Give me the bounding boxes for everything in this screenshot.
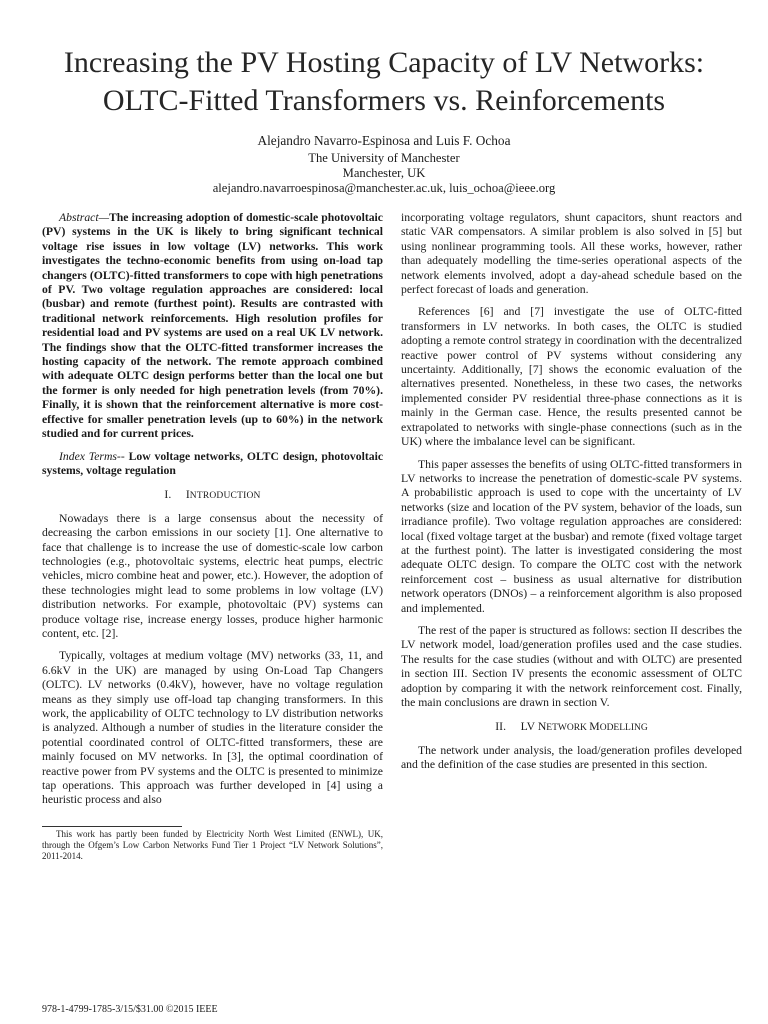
paper-title xyxy=(30,44,738,120)
body-paragraph: This paper assesses the benefits of using OLTC-fitted transformers in LV networks to increase the penetration of domestic-scale PV systems. A probabilistic approach is used to cope with the uncertainty of LV networks (size and location of the PV system, behavior of the loads, sun irradiance profile). Two voltage regulation approaches are considered: local (fixed voltage target at the busbar) and remote (fixed voltage target at the furthest point). The latter is investigated considering the most adequate OLTC design. To compare the OLTC cost with the network reinforcement cost – business as usual alternative for distribution network operators (DNOs) – a reinforcement algorithm is also proposed and implemented. xyxy=(401,457,742,615)
body-paragraph: The rest of the paper is structured as follows: section II describes the LV network model, load/generation profiles used and the case studies. The results for the case studies (without and with OLTC) are presented in section III. Section IV presents the economic assessment of OLTC adoption by comparing it with the network reinforcement cost. Finally, the main conclusions are drawn in section V. xyxy=(401,623,742,709)
section-title-initial-n: N xyxy=(537,720,547,734)
author-block xyxy=(0,133,768,196)
section-title-rest-n: ETWORK xyxy=(546,723,590,734)
location: Manchester, UK xyxy=(342,166,426,180)
section-number: I. xyxy=(164,488,172,502)
section-title-initial-m: M xyxy=(589,720,600,734)
left-column xyxy=(42,211,383,816)
section-heading-lv-network-modelling xyxy=(401,720,742,735)
title-line-1: Increasing the PV Hosting Capacity of LV Networks: xyxy=(63,46,705,79)
author-names: Alejandro Navarro-Espinosa and Luis F. Ochoa xyxy=(257,133,511,148)
right-column xyxy=(401,211,742,781)
footnote-text: This work has partly been funded by Electricity North West Limited (ENWL), UK, through the Ofgem’s Low Carbon Networks Fund Tier 1 Project “LV Network Solutions”, 2011-2014. xyxy=(42,829,383,861)
abstract-text: The increasing adoption of domestic-scale photovoltaic (PV) systems in the UK is likely to bring significant technical voltage rise issues in low voltage (LV) networks. This work investigates the techno-economic benefits from using on-load tap changers (OLTC)-fitted transformers to cope with high penetrations of PV. Two voltage regulation approaches are considered: local (busbar) and remote (furthest point). Results are contrasted with traditional network reinforcements. High resolution profiles for residential load and PV systems are used on a real UK LV network. The findings show that the OLTC-fitted transformer increases the hosting capacity of the network. The remote approach combined with adequate OLTC design performs better than the local one but the former is only needed for high penetration levels (from 70%). Finally, it is shown that the reinforcement alternative is more cost-effective for smaller penetration levels (up to 60%) in the network studied and for current prices. xyxy=(42,211,383,441)
index-terms xyxy=(42,450,383,479)
body-paragraph: The network under analysis, the load/generation profiles developed and the definition of the case studies are presented in this section. xyxy=(401,743,742,772)
author-emails[interactable]: alejandro.navarroespinosa@manchester.ac.uk, luis_ochoa@ieee.org xyxy=(212,181,556,195)
footnote xyxy=(42,829,383,862)
section-number: II. xyxy=(495,720,506,734)
affiliation: The University of Manchester xyxy=(308,151,460,165)
body-paragraph: References [6] and [7] investigate the use of OLTC-fitted transformers in LV networks. In both cases, the OLTC is studied adopting a remote control strategy in coordination with the decentralized reactive power control of PV systems without considering any uncertainty. Additionally, [7] shows the economic evaluation of the alternatives presented. Nonetheless, in these two cases, the networks implemented consider PV residential three-phase connections as it is mainly in the German case. Hence, the results presented cannot be extrapolated to networks with single-phase connections (such as in the UK) where the imbalance level can be significant. xyxy=(401,305,742,449)
footnote-divider xyxy=(42,826,182,827)
body-paragraph: Nowadays there is a large consensus about the necessity of decreasing the carbon emissions in our society [1]. One alternative to face that challenge is to increase the use of domestic-scale low carbon technologies (e.g., photovoltaic systems, electric heat pumps, electric vehicles, micro combine heat and power, etc.). However, the adoption of these technologies might lead to some problems in low voltage (LV) distribution networks. For example, photovoltaic (PV) systems can produce voltage rise, increase energy losses, produce higher harmonic content, etc. [2]. xyxy=(42,511,383,640)
abstract xyxy=(42,211,383,442)
section-heading-introduction xyxy=(42,488,383,503)
title-line-2: OLTC-Fitted Transformers vs. Reinforcements xyxy=(102,84,666,117)
index-terms-text: Low voltage networks, OLTC design, photovoltaic systems, voltage regulation xyxy=(42,449,384,477)
copyright-line: 978-1-4799-1785-3/15/$31.00 ©2015 IEEE xyxy=(42,1004,218,1015)
abstract-label: Abstract— xyxy=(59,211,109,224)
section-title-initial: I xyxy=(185,488,190,502)
section-title-lv: LV xyxy=(520,720,538,734)
body-paragraph: incorporating voltage regulators, shunt capacitors, shunt reactors and static VAR compensators. A similar problem is also solved in [5] but using nonlinear programming tools. All these works, however, rather than adequately modelling the time-series operational aspects of the network elements involved, adopt a day-ahead schedule based on the perfect forecast of loads and generation. xyxy=(401,211,742,297)
index-terms-label: Index Terms-- xyxy=(59,449,125,463)
section-title-rest: NTRODUCTION xyxy=(189,491,261,502)
body-paragraph: Typically, voltages at medium voltage (MV) networks (33, 11, and 6.6kV in the UK) are managed by using On-Load Tap Changers (OLTC). LV networks (0.4kV), however, have no voltage regulation means as they simply use off-load tap changing transformers. In this work, the applicability of OLTC technology to LV distribution networks is analyzed. Although a number of studies in the literature consider the potential coordinated control of OLTC-fitted transformers, these are mainly focused on MV networks. In [3], the optimal coordination of reactive power from PV systems and the OLTC is presented to minimize tap operations. This approach was further developed in [4] using a heuristic process and also xyxy=(42,649,383,807)
section-title-rest-m: ODELLING xyxy=(599,723,648,734)
